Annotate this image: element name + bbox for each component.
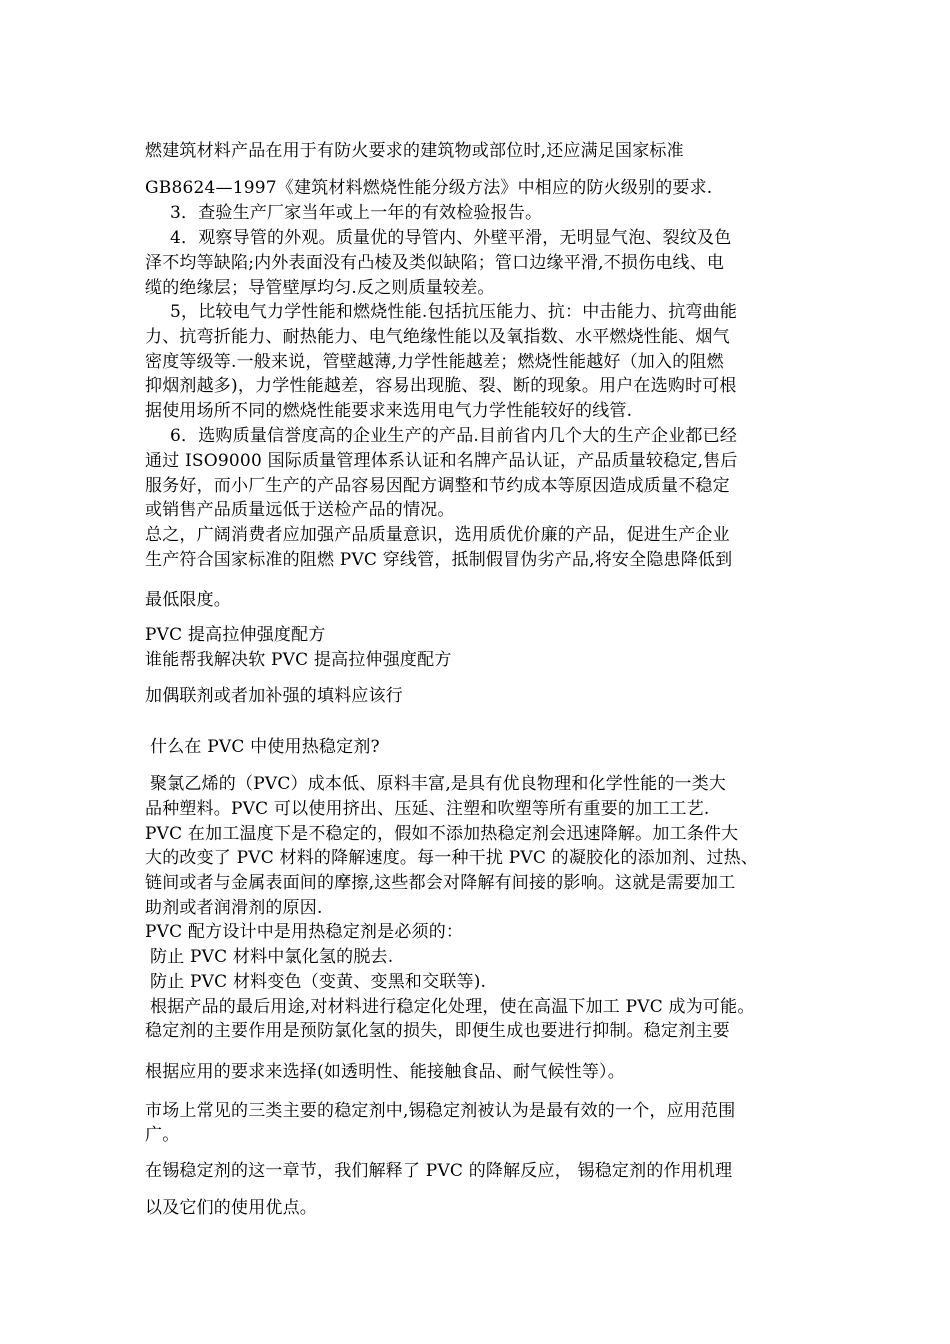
text-line: PVC 提高拉伸强度配方	[145, 625, 326, 645]
text-line: 以及它们的使用优点。	[145, 1198, 317, 1218]
text-line: 总之，广阔消费者应加强产品质量意识，选用质优价廉的产品，促进生产企业	[145, 525, 730, 545]
text-line: 根据产品的最后用途,对材料进行稳定化处理，使在高温下加工 PVC 成为可能。	[150, 997, 755, 1017]
text-line: 燃建筑材料产品在用于有防火要求的建筑物或部位时,还应满足国家标准	[145, 141, 684, 161]
text-line: 通过 ISO9000 国际质量管理体系认证和名牌产品认证，产品质量较稳定,售后	[145, 451, 738, 471]
text-line: PVC 配方设计中是用热稳定剂是必须的：	[145, 922, 464, 942]
text-line: 或销售产品质量远低于送检产品的情况。	[145, 500, 455, 520]
text-line: 市场上常见的三类主要的稳定剂中,锡稳定剂被认为是最有效的一个，应用范围	[145, 1101, 736, 1121]
text-line: 4．观察导管的外观。质量优的导管内、外壁平滑，无明显气泡、裂纹及色	[170, 228, 732, 248]
text-line: 缆的绝缘层；导管壁厚均匀.反之则质量较差。	[145, 278, 495, 298]
text-line: 什么在 PVC 中使用热稳定剂?	[150, 737, 380, 757]
text-line: GB8624—1997《建筑材料燃烧性能分级方法》中相应的防火级别的要求.	[145, 178, 713, 198]
text-line: 谁能帮我解决软 PVC 提高拉伸强度配方	[145, 650, 452, 670]
text-line: 3．查验生产厂家当年或上一年的有效检验报告。	[170, 203, 543, 223]
text-line: 据使用场所不同的燃烧性能要求来选用电气力学性能较好的线管.	[145, 401, 633, 421]
text-line: 生产符合国家标准的阻燃 PVC 穿线管，抵制假冒伪劣产品,将安全隐患降低到	[145, 550, 733, 570]
text-line: 防止 PVC 材料中氯化氢的脱去.	[150, 947, 394, 967]
text-line: 链间或者与金属表面间的摩擦,这些都会对降解有间接的影响。这就是需要加工	[145, 873, 736, 893]
text-line: 根据应用的要求来选择(如透明性、能接触食品、耐气候性等）。	[145, 1062, 625, 1082]
text-line: 在锡稳定剂的这一章节，我们解释了 PVC 的降解反应， 锡稳定剂的作用机理	[145, 1161, 733, 1181]
text-line: 助剂或者润滑剂的原因.	[145, 898, 323, 918]
text-line: 密度等级等.一般来说，管壁越薄,力学性能越差；燃烧性能越好（加入的阻燃	[145, 352, 724, 372]
text-line: 大的改变了 PVC 材料的降解速度。每一种干扰 PVC 的凝胶化的添加剂、过热、	[145, 848, 759, 868]
text-line: 力、抗弯折能力、耐热能力、电气绝缘性能以及氧指数、水平燃烧性能、烟气	[145, 327, 730, 347]
text-line: 聚氯乙烯的（PVC）成本低、原料丰富,是具有优良物理和化学性能的一类大	[150, 774, 727, 794]
text-line: 5，比较电气力学性能和燃烧性能.包括抗压能力、抗：中击能力、抗弯曲能	[170, 302, 738, 322]
text-line: 加偶联剂或者加补强的填料应该行	[145, 686, 403, 706]
text-line: 抑烟剂越多)，力学性能越差，容易出现脆、裂、断的现象。用户在选购时可根	[145, 376, 737, 396]
text-line: 稳定剂的主要作用是预防氯化氢的损失，即便生成也要进行抑制。稳定剂主要	[145, 1021, 730, 1041]
text-line: 6．选购质量信誉度高的企业生产的产品.目前省内几个大的生产企业都已经	[170, 426, 738, 446]
text-line: 防止 PVC 材料变色（变黄、变黑和交联等).	[150, 972, 487, 992]
text-line: 广。	[145, 1125, 180, 1145]
text-line: 最低限度。	[145, 590, 231, 610]
text-line: PVC 在加工温度下是不稳定的，假如不添加热稳定剂会迅速降解。加工条件大	[145, 824, 739, 844]
text-line: 泽不均等缺陷;内外表面没有凸棱及类似缺陷；管口边缘平滑,不损伤电线、电	[145, 253, 725, 273]
text-line: 服务好，而小厂生产的产品容易因配方调整和节约成本等原因造成质量不稳定	[145, 476, 730, 496]
text-line: 品种塑料。PVC 可以使用挤出、压延、注塑和吹塑等所有重要的加工工艺.	[145, 799, 710, 819]
